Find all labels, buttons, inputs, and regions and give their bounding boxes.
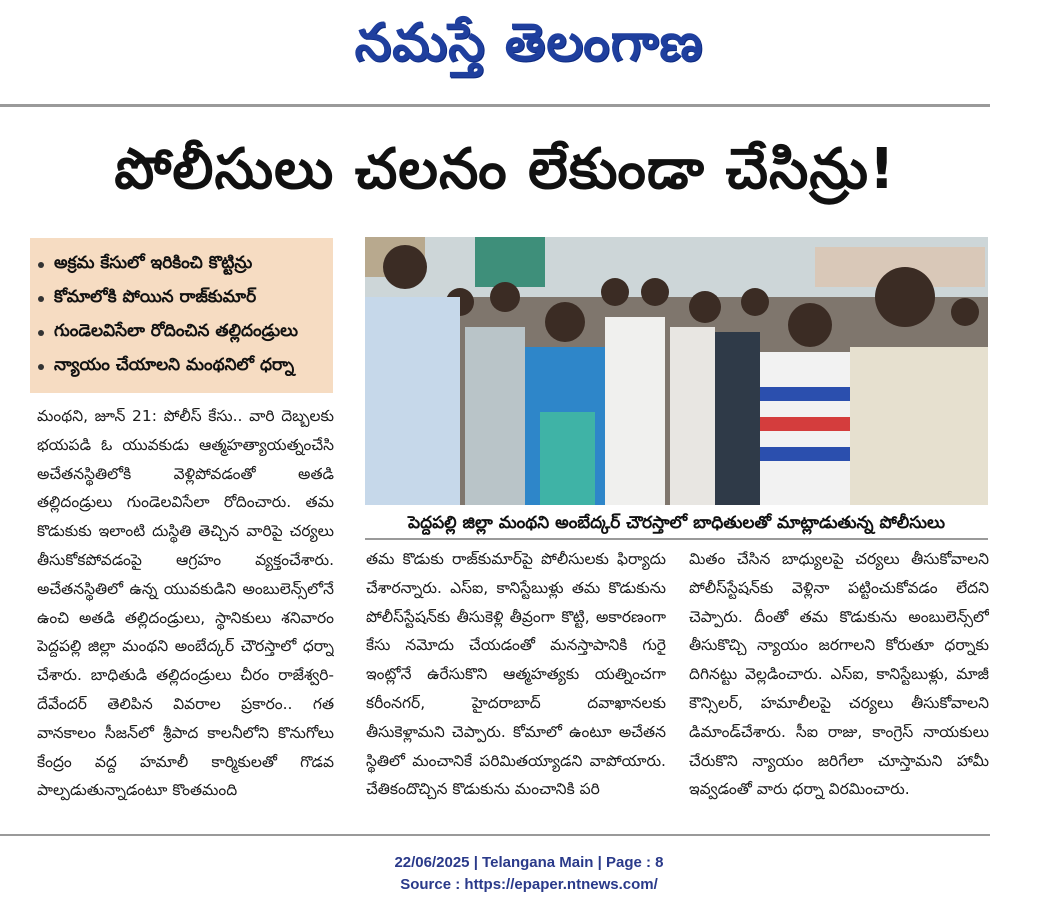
highlight-item: కోమాలోకి పోయిన రాజ్‌కుమార్ — [38, 282, 325, 316]
crowd-illustration — [365, 237, 988, 505]
footer-source-line: Source : https://epaper.ntnews.com/ — [400, 876, 658, 893]
bullet-icon — [38, 296, 44, 302]
bullet-icon — [38, 330, 44, 336]
headline: పోలీసులు చలనం లేకుండా చేసిన్రు! — [114, 137, 896, 202]
highlight-item: న్యాయం చేయాలని మంథనిలో ధర్నా — [38, 350, 325, 384]
article-column-2: తమ కొడుకు రాజ్‌కుమార్‌పై పోలీసులకు ఫిర్యాదు చేశారన్నారు. ఎస్‌ఐ, కానిస్టేబుళ్లు తమ కొడుకును పోలీస్‌స్టేషన్‌కు తీసుకెళ్లి తీవ్రంగా కొట్టి, అకారణంగా కేసు నమోదు చేయడంతో మనస్తాపానికి గురై ఇంట్లోనే ఉరేసుకొని ఆత్మహత్యకు యత్నించగా కరీంనగర్, హైదరాబాద్ దవాఖానలకు తీసుకెళ్లామని చెప్పారు. కోమాలో ఉంటూ అచేతన స్థితిలో మంచానికే పరిమితయ్యాడని వాపోయారు. చేతికందొచ్చిన కొడుకును మంచానికి పరి — [366, 550, 666, 799]
highlight-item: గుండెలవిసేలా రోదించిన తల్లిదండ్రులు — [38, 316, 325, 350]
article-column-3: మితం చేసిన బాధ్యులపై చర్యలు తీసుకోవాలని పోలీస్‌స్టేషన్‌కు వెళ్లినా పట్టించుకోవడం లేదని చెప్పారు. దీంతో తమ కొడుకును అంబులెన్స్‌లో తీసుకొచ్చి న్యాయం జరగాలని కోరుతూ ధర్నాకు దిగినట్టు వెల్లడించారు. ఎస్‌ఐ, కానిస్టేబుళ్లు, మాజీ కౌన్సిలర్, హమాలీలపై చర్యలు తీసుకోవాలని డిమాండ్‌చేశారు. సీఐ రాజు, కాంగ్రెస్ నాయకులు చేరుకొని న్యాయం జరిగేలా చూస్తామని హామీ ఇవ్వడంతో వారు ధర్నా విరమించారు. — [689, 550, 989, 799]
bullet-icon — [38, 262, 44, 268]
top-divider — [0, 104, 990, 107]
highlights-box — [30, 238, 333, 393]
bullet-icon — [38, 364, 44, 370]
footer — [0, 852, 1058, 896]
highlight-item: అక్రమ కేసులో ఇరికించి కొట్టిన్రు — [38, 248, 325, 282]
bottom-divider — [0, 834, 990, 836]
news-photo — [365, 237, 988, 505]
article-column-1: మంథని, జూన్ 21: పోలీస్ కేసు.. వారి దెబ్బలకు భయపడి ఓ యువకుడు ఆత్మహత్యాయత్నంచేసి అచేతనస్థితిలోకి వెళ్లిపోవడంతో అతడి తల్లిదండ్రులు గుండెలవిసేలా రోదించారు. తమ కొడుకుకు ఇలాంటి దుస్థితి తెచ్చిన వారిపై చర్యలు తీసుకోకపోవడంపై ఆగ్రహం వ్యక్తంచేశారు. అచేతనస్థితిలో ఉన్న యువకుడిని అంబులెన్స్‌లోనే ఉంచి అతడి తల్లిదండ్రులు, స్థానికులు శనివారం పెద్దపల్లి జిల్లా మంథని అంబేద్కర్ చౌరస్తాలో ధర్నా చేశారు. బాధితుడి తల్లిదండ్రులు చీరం రాజేశ్వరి-దేవేందర్ తెలిపిన వివరాల ప్రకారం.. గత వానకాలం సీజన్‌లో శ్రీపాద కాలనీలోని కొనుగోలు కేంద్రం వద్ద హమాలీ కార్మికులతో గొడవ పాల్పడుతున్నాడంటూ కొంతమంది — [37, 407, 334, 800]
footer-date-line: 22/06/2025 | Telangana Main | Page : 8 — [394, 854, 664, 871]
masthead-title: నమస్తే తెలంగాణ — [354, 12, 704, 73]
photo-caption: పెద్దపల్లి జిల్లా మంథని అంబేద్కర్ చౌరస్తాలో బాధితులతో మాట్లాడుతున్న పోలీసులు — [365, 508, 988, 540]
